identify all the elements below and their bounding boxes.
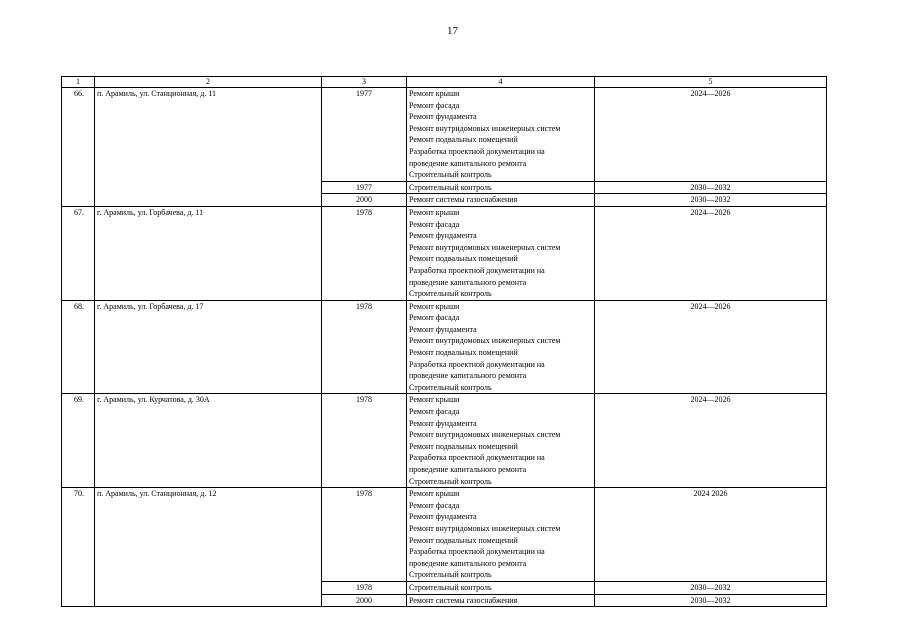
works-list	[407, 206, 595, 300]
work-item: Ремонт подвальных помещений	[409, 135, 518, 145]
table-row	[62, 488, 827, 582]
column-number-header: 1	[62, 77, 95, 88]
table-row	[62, 394, 827, 488]
work-item: Строительный контроль	[409, 382, 492, 392]
work-item: Разработка проектной документации на	[409, 453, 545, 463]
work-item: Ремонт подвальных помещений	[409, 348, 518, 358]
work-item: Строительный контроль	[409, 182, 492, 192]
row-number: 67.	[62, 206, 95, 300]
commissioning-year: 1978	[322, 206, 407, 300]
repair-period: 2024—2026	[595, 394, 827, 488]
repair-period: 2024 2026	[595, 488, 827, 582]
commissioning-year: 2000	[322, 594, 407, 607]
works-list	[407, 394, 595, 488]
work-item: Ремонт подвальных помещений	[409, 441, 518, 451]
works-list	[407, 194, 595, 207]
work-item: Ремонт крыши	[409, 489, 460, 499]
work-item: проведение капитального ремонта	[409, 277, 527, 287]
repair-period: 2024—2026	[595, 206, 827, 300]
repair-period: 2024—2026	[595, 88, 827, 182]
work-item: Разработка проектной документации на	[409, 359, 545, 369]
repair-period: 2030—2032	[595, 581, 827, 594]
repair-period: 2030—2032	[595, 181, 827, 194]
work-item: Ремонт внутридомовых инженерных систем	[409, 242, 561, 252]
work-item: Ремонт системы газоснабжения	[409, 595, 518, 605]
column-number-header: 2	[95, 77, 322, 88]
row-number: 68.	[62, 300, 95, 394]
commissioning-year: 1978	[322, 581, 407, 594]
work-item: Строительный контроль	[409, 289, 492, 299]
commissioning-year: 1978	[322, 300, 407, 394]
work-item: Разработка проектной документации на	[409, 265, 545, 275]
repair-period: 2030—2032	[595, 194, 827, 207]
works-list	[407, 88, 595, 182]
work-item: проведение капитального ремонта	[409, 371, 527, 381]
work-item: Ремонт внутридомовых инженерных систем	[409, 523, 561, 533]
building-address: г. Арамиль, ул. Курчатова, д. 30А	[95, 394, 322, 488]
works-list	[407, 488, 595, 582]
commissioning-year: 2000	[322, 194, 407, 207]
work-item: Ремонт фасада	[409, 407, 460, 417]
column-number-header: 3	[322, 77, 407, 88]
building-address: г. Арамиль, ул. Горбачева, д. 11	[95, 206, 322, 300]
work-item: Ремонт системы газоснабжения	[409, 195, 518, 205]
works-list	[407, 594, 595, 607]
work-item: проведение капитального ремонта	[409, 558, 527, 568]
work-item: проведение капитального ремонта	[409, 158, 527, 168]
work-item: Ремонт фундамента	[409, 418, 477, 428]
work-item: Ремонт внутридомовых инженерных систем	[409, 123, 561, 133]
row-number: 66.	[62, 88, 95, 207]
table-row	[62, 206, 827, 300]
work-item: Ремонт фундамента	[409, 512, 477, 522]
work-item: Разработка проектной документации на	[409, 547, 545, 557]
work-item: Ремонт крыши	[409, 89, 460, 98]
row-number: 70.	[62, 488, 95, 607]
repair-period: 2024—2026	[595, 300, 827, 394]
building-address: г. Арамиль, ул. Горбачева, д. 17	[95, 300, 322, 394]
work-item: Строительный контроль	[409, 582, 492, 592]
work-item: Ремонт фасада	[409, 500, 460, 510]
works-list	[407, 300, 595, 394]
repair-plan-table	[61, 76, 827, 607]
work-item: Ремонт крыши	[409, 207, 460, 217]
work-item: Ремонт подвальных помещений	[409, 254, 518, 264]
works-list	[407, 581, 595, 594]
work-item: Строительный контроль	[409, 476, 492, 486]
work-item: Разработка проектной документации на	[409, 146, 545, 156]
table-row	[62, 88, 827, 182]
column-number-header: 4	[407, 77, 595, 88]
work-item: проведение капитального ремонта	[409, 465, 527, 474]
work-item: Строительный контроль	[409, 170, 492, 180]
work-item: Ремонт внутридомовых инженерных систем	[409, 430, 561, 440]
repair-period: 2030—2032	[595, 594, 827, 607]
commissioning-year: 1977	[322, 88, 407, 182]
work-item: Ремонт фасада	[409, 100, 460, 110]
work-item: Ремонт внутридомовых инженерных систем	[409, 336, 561, 346]
row-number: 69.	[62, 394, 95, 488]
page-number: 17	[447, 25, 458, 37]
works-list	[407, 181, 595, 194]
commissioning-year: 1978	[322, 394, 407, 488]
work-item: Ремонт фундамента	[409, 324, 477, 334]
work-item: Ремонт фасада	[409, 219, 460, 229]
building-address: п. Арамиль, ул. Станционная, д. 11	[95, 88, 322, 207]
column-number-header: 5	[595, 77, 827, 88]
work-item: Ремонт фасада	[409, 313, 460, 323]
table-row	[62, 300, 827, 394]
commissioning-year: 1977	[322, 181, 407, 194]
work-item: Ремонт подвальных помещений	[409, 535, 518, 545]
commissioning-year: 1978	[322, 488, 407, 582]
column-number-row	[62, 77, 827, 88]
work-item: Ремонт крыши	[409, 301, 460, 311]
work-item: Ремонт фундамента	[409, 231, 477, 241]
building-address: п. Арамиль, ул. Станционная, д. 12	[95, 488, 322, 607]
work-item: Ремонт крыши	[409, 395, 460, 405]
work-item: Ремонт фундамента	[409, 112, 477, 122]
table-body	[62, 77, 827, 607]
work-item: Строительный контроль	[409, 570, 492, 580]
